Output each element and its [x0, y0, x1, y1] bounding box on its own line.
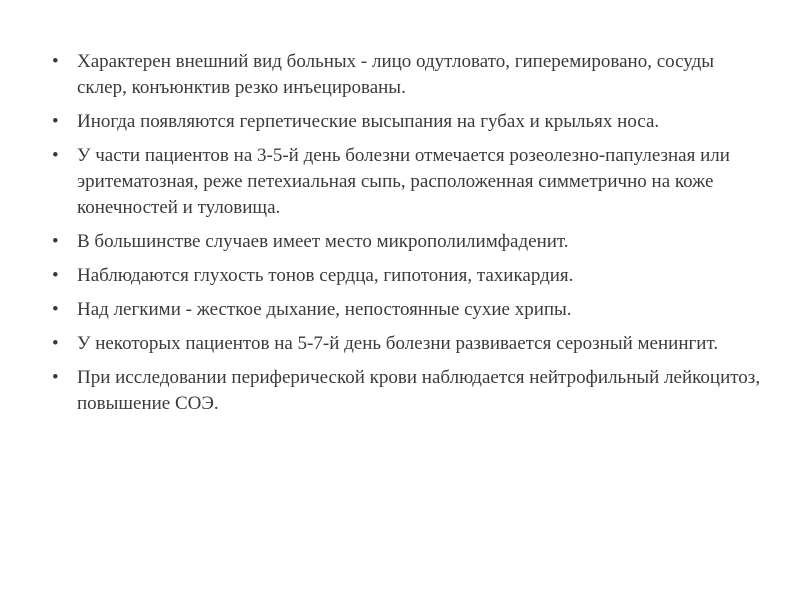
bullet-item — [52, 143, 762, 221]
bullet-item — [52, 297, 762, 323]
bullet-marker: • — [52, 299, 59, 320]
bullet-text: Характерен внешний вид больных - лицо одутловато, гиперемировано, сосуды склер, конъюнктив резко инъецированы. — [77, 51, 715, 98]
bullet-list — [52, 49, 762, 425]
bullet-marker: • — [52, 367, 59, 388]
bullet-text: При исследовании периферической крови наблюдается нейтрофильный лейкоцитоз, повышение СОЭ. — [77, 367, 761, 414]
bullet-text: Иногда появляются герпетические высыпания на губах и крыльях носа. — [77, 111, 660, 132]
bullet-text: У некоторых пациентов на 5-7-й день болезни развивается серозный менингит. — [77, 333, 719, 354]
bullet-text: В большинстве случаев имеет место микрополилимфаденит. — [77, 231, 569, 252]
bullet-item — [52, 109, 762, 135]
bullet-marker: • — [52, 333, 59, 354]
bullet-text: Над легкими - жесткое дыхание, непостоянные сухие хрипы. — [77, 299, 572, 320]
bullet-marker: • — [52, 145, 59, 166]
bullet-text: Наблюдаются глухость тонов сердца, гипотония, тахикардия. — [77, 265, 574, 286]
bullet-marker: • — [52, 265, 59, 286]
bullet-item — [52, 365, 762, 417]
bullet-text: У части пациентов на 3-5-й день болезни отмечается розеолезно-папулезная или эритематозная, реже петехиальная сыпь, расположенная симметрично на коже конечностей и туловища. — [77, 145, 730, 218]
bullet-item — [52, 263, 762, 289]
bullet-marker: • — [52, 51, 59, 72]
bullet-item — [52, 229, 762, 255]
bullet-item — [52, 49, 762, 101]
bullet-item — [52, 331, 762, 357]
bullet-marker: • — [52, 231, 59, 252]
bullet-marker: • — [52, 111, 59, 132]
